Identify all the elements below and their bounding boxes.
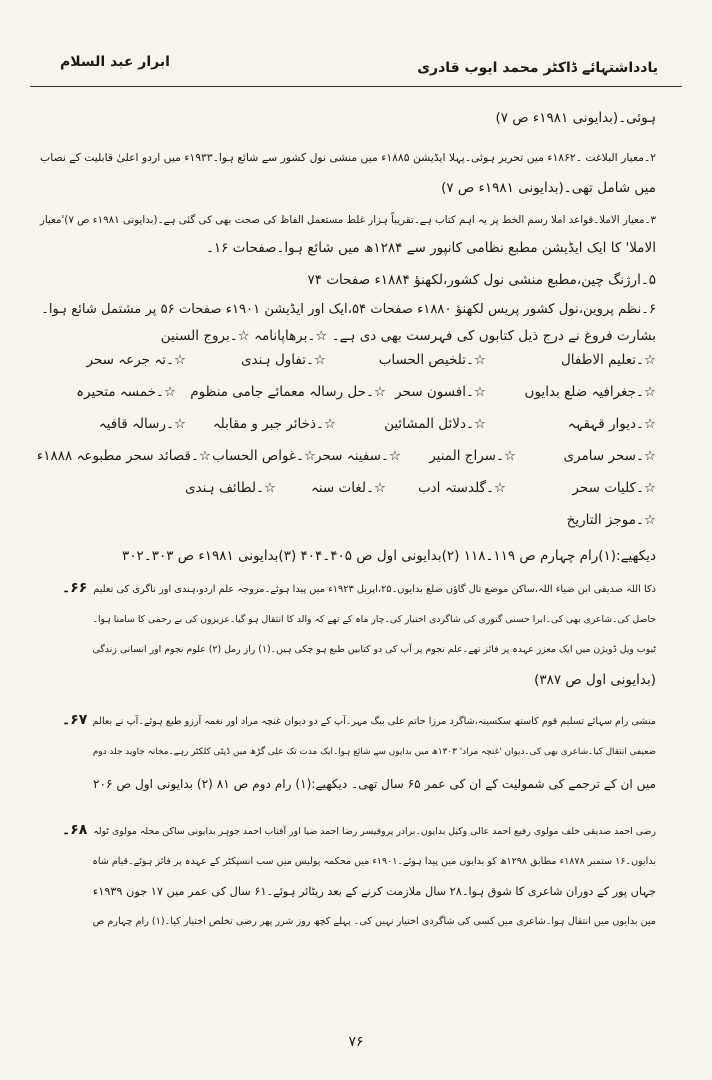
page-number: ۷۶	[348, 1034, 364, 1050]
book-title: ☆۔موجز التاریخ	[566, 512, 656, 528]
book-title: ☆۔سفینہ سحر	[315, 448, 401, 464]
entry-line: بدایوں۔۱۶ ستمبر ۱۸۷۸ء مطابق ۱۲۹۸ھ کو بدایوں میں پیدا ہوئے۔۱۹۰۱ء میں محکمہ پولیس میں سب انسپکٹر کے عہدہ پر فائز ہوئے۔قیام شاہ	[92, 856, 656, 867]
book-title: ☆۔رسالہ قافیہ	[98, 416, 186, 432]
book-title: ☆۔دلائل المشائین	[384, 416, 486, 432]
book-title: ☆۔لطائف ہندی	[185, 480, 276, 496]
entry-line: میں ان کے ترجمے کی شمولیت کے ان کی عمر ۶۵ سال تھی۔ دیکھیے:(۱) رام دوم ص ۸۱ (۲) بدایونی اول ص ۲۰۶	[93, 777, 656, 791]
book-title: ☆۔تفاول ہندی	[241, 352, 326, 368]
book-title: ☆۔ذخائر جبر و مقابلہ	[212, 416, 336, 432]
entry-number: ۶۷۔	[62, 712, 88, 728]
entry-line: ضعیفی انتقال کیا۔شاعری بھی کی۔دیوان 'غنچہ مراد' ۱۳۰۳ھ میں بدایوں سے شائع ہوا۔ایک مدت تک علی گڑھ میں ڈپٹی کلکٹر رہے۔مخانہ جاوید جلد دوم	[92, 747, 656, 757]
text-line: ۶۔نظم پروین،نول کشور پریس لکھنؤ ۱۸۸۰ء صفحات ۵۴،ایک اور ایڈیشن ۱۹۰۱ء صفحات ۵۶ پر مشتمل شائع ہوا۔	[41, 302, 656, 317]
book-title: ☆۔جغرافیہ ضلع بدایوں	[524, 384, 656, 400]
book-title: ☆۔سراج المنیر	[429, 448, 516, 464]
references-line: دیکھیے:(۱)رام چہارم ص ۱۱۹۔۱۱۸ (۲)بدایونی اول ص ۴۰۵۔۴۰۴ (۳)بدایونی ۱۹۸۱ء ص ۳۰۳۔۳۰۲	[122, 548, 656, 564]
book-title: ☆۔تہ جرعہ سحر	[86, 352, 186, 368]
book-title: ☆۔سحر سامری	[563, 448, 656, 464]
book-title: ☆۔تلخیص الحساب	[378, 352, 486, 368]
entry-number: ۶۶۔	[62, 580, 88, 596]
book-row	[40, 480, 656, 502]
book-title: ☆۔تعلیم الاطفال	[560, 352, 656, 368]
book-title: ☆۔کلیات سحر	[572, 480, 656, 496]
text-line: ۵۔ارژنگ چین،مطبع منشی نول کشور،لکھنؤ ۱۸۸۴ء صفحات ۷۴	[307, 272, 656, 288]
book-row	[40, 352, 656, 374]
book-title: ☆۔لغات سنہ	[310, 480, 386, 496]
book-title: ☆۔دیوار قہقہہ	[567, 416, 656, 432]
text-line: میں شامل تھی۔(بدایونی ۱۹۸۱ء ص ۷)	[441, 180, 656, 196]
running-header-title: یادداشتہائے ڈاکٹر محمد ایوب قادری	[417, 60, 658, 76]
book-row	[36, 448, 656, 470]
text-line: ہوئی۔(بدایونی ۱۹۸۱ء ص ۷)	[495, 110, 656, 126]
book-row	[40, 512, 656, 534]
text-line: بشارت فروغ نے درج ذیل کتابوں کی فہرست بھی دی ہے۔ ☆۔برھاپانامہ ☆۔بروج السنین	[160, 328, 656, 344]
entry-number: ۶۸۔	[62, 822, 88, 838]
book-title: ☆۔خمسہ متحیرہ	[76, 384, 176, 400]
book-row	[40, 416, 656, 438]
book-title: ☆۔غواص الحساب	[212, 448, 316, 464]
book-title: ☆۔افسون سحر	[395, 384, 486, 400]
entry-line: منشی رام سہائے تسلیم قوم کاستھ سکسینہ،شاگرد مرزا حاتم علی بیگ مہر۔آپ کے دو دیوان غنچہ مراد اور نغمہ آرزو طبع ہوئے۔آپ نے بعالم	[92, 716, 656, 727]
book-title: ☆۔قصائد سحر مطبوعہ ۱۸۸۸ء	[36, 448, 211, 464]
entry-line: جہاں پور کے دوران شاعری کا شوق ہوا۔۲۸ سال ملازمت کرنے کے بعد ریٹائر ہوئے۔۶۱ سال کی عمر میں ۱۷ جون ۱۹۳۹ء	[92, 885, 656, 898]
book-title: ☆۔گلدستہ ادب	[417, 480, 506, 496]
entry-line: ٹیوب ویل ڈویژن میں ایک معزز عہدہ پر فائز تھے۔علم نجوم پر آپ کی دو کتابیں طبع ہو چکی ہیں۔(۱) راز رمل (۲) علوم نجوم اور انسانی زندگی	[92, 644, 656, 655]
entry-line: رضی احمد صدیقی خلف مولوی رفیع احمد عالی وکیل بدایوں۔برادر پروفیسر رضا احمد ضیا اور آفتاب احمد جوہر بدایونی ساکن محلہ مولوی ٹولہ	[93, 826, 656, 837]
entry-line: حاصل کی۔شاعری بھی کی۔ابرا حسنی گنوری کی شاگردی اختیار کی۔چار ماہ کے تھے کہ والد کا انتقال ہو گیا۔عزیزوں کی بے رحمی کا سامنا ہوا۔	[92, 614, 656, 625]
book-title: ☆۔حل رسالہ معمائے جامی منظوم	[190, 384, 386, 400]
text-line: ۲۔معیار البلاغت ۔۱۸۶۲ء میں تحریر ہوئی۔پہلا ایڈیشن ۱۸۸۵ء میں منشی نول کشور سے شائع ہوا۔۱۹۳۳ء میں اردو اعلیٰ قابلیت کے نصاب	[40, 151, 656, 164]
running-header-author: ابرار عبد السلام	[60, 54, 170, 70]
header-rule	[30, 86, 682, 87]
entry-line: ذکا اللہ صدیقی ابن ضیاء اللہ،ساکن موضع تال گاؤں ضلع بدایوں۔۲۵،اپریل ۱۹۲۳ء میں پیدا ہوئے۔مروجہ علم اردو،ہندی اور ناگری کی تعلیم	[93, 584, 656, 595]
entry-line: میں بدایوں میں انتقال ہوا۔شاعری میں کسی کی شاگردی اختیار نہیں کی۔ پہلے کچھ روز شرر پھر رضی تخلص اختیار کیا۔(۱) رام چہارم ص	[92, 916, 656, 927]
book-row	[40, 384, 656, 406]
entry-line: (بدایونی اول ص ۳۸۷)	[534, 672, 656, 688]
text-line: ۳۔معیار الاملا۔قواعد املا رسم الخط پر یہ اہم کتاب ہے۔تقریباً ہزار غلط مستعمل الفاظ کی صحت بھی کی گئی ہے۔(بدایونی ۱۹۸۱ء ص ۷)'معیار	[39, 214, 656, 226]
text-line: الاملا' کا ایک ایڈیشن مطبع نظامی کانپور سے ۱۲۸۴ھ میں شائع ہوا۔صفحات ۱۶۔	[205, 240, 656, 256]
